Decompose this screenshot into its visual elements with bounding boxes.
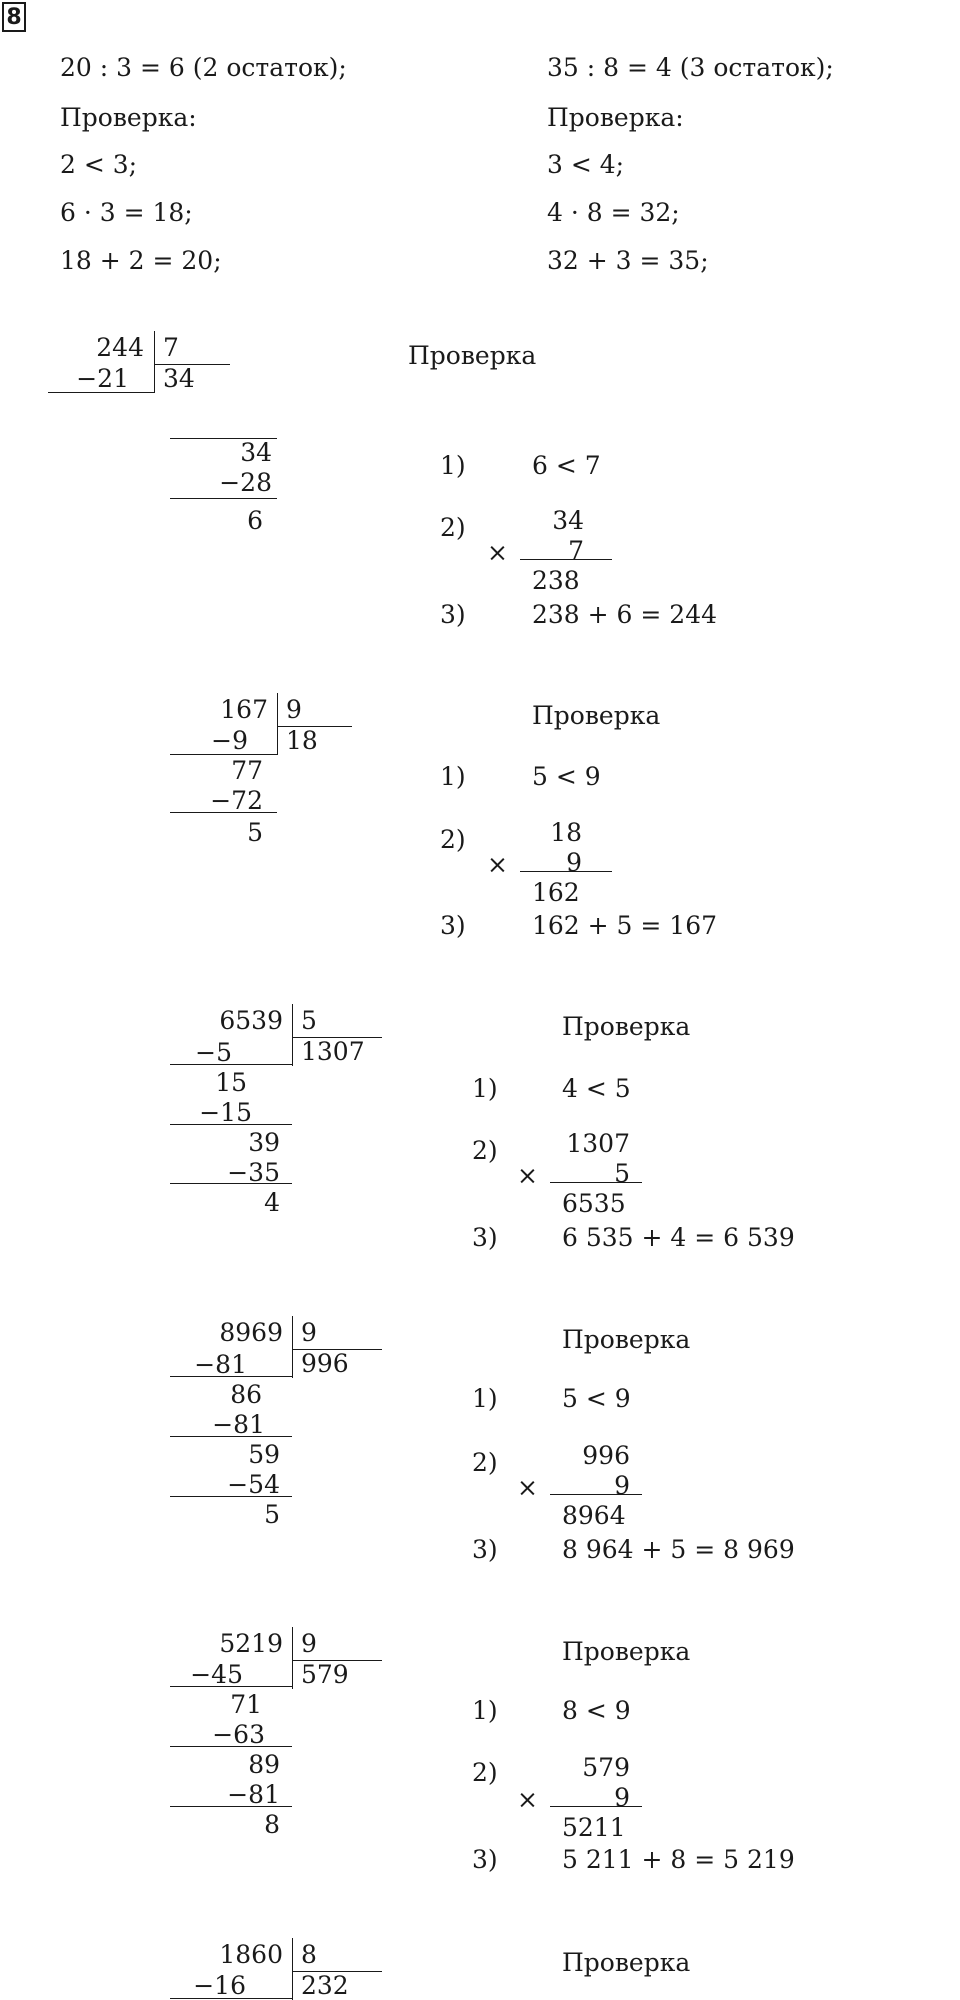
step-label-2: 2): [440, 825, 466, 854]
intro-left-line: 20 : 3 = 6 (2 остаток);: [60, 53, 347, 82]
step-label-2: 2): [472, 1136, 498, 1165]
division-step: 6: [247, 506, 263, 535]
division-bar: [154, 331, 155, 393]
division-step: 15: [215, 1068, 247, 1097]
divisor-underline: [292, 1037, 382, 1038]
divisor-underline: [277, 726, 352, 727]
step-label-1: 1): [472, 1696, 498, 1725]
division-step: −28: [219, 468, 272, 497]
dividend: 1860: [219, 1940, 283, 1969]
multiplier: 5: [614, 1159, 630, 1188]
subtraction-line: [170, 1124, 292, 1125]
sum-check: 162 + 5 = 167: [532, 911, 718, 940]
divisor-underline: [292, 1349, 382, 1350]
step-label-1: 1): [440, 762, 466, 791]
division-bar: [292, 1938, 293, 2000]
subtraction-line: [170, 1436, 292, 1437]
subtraction-line: [170, 1686, 292, 1687]
subtraction-line: [170, 812, 277, 813]
divisor-underline: [292, 1971, 382, 1972]
division-step: −81: [212, 1410, 265, 1439]
step-label-3: 3): [440, 600, 466, 629]
division-step: −63: [212, 1720, 265, 1749]
subtraction-line: [170, 498, 277, 499]
divisor: 8: [301, 1940, 317, 1969]
subtraction-line: [170, 1806, 292, 1807]
divisor: 7: [163, 333, 179, 362]
quotient: 579: [301, 1660, 349, 1689]
multiplicand: 18: [550, 818, 582, 847]
division-step: −5: [195, 1038, 232, 1067]
times-sign: ×: [487, 850, 508, 879]
divisor-underline: [154, 364, 230, 365]
subtraction-line: [170, 1998, 292, 1999]
sum-check: 238 + 6 = 244: [532, 600, 718, 629]
step-label-1: 1): [440, 451, 466, 480]
dividend: 8969: [219, 1318, 283, 1347]
check-title: Проверка: [408, 341, 537, 370]
divisor: 5: [301, 1006, 317, 1035]
product: 238: [532, 566, 580, 595]
multiplicand: 1307: [566, 1129, 630, 1158]
subtraction-line: [170, 1064, 292, 1065]
subtraction-line: [170, 1746, 292, 1747]
step-label-2: 2): [472, 1758, 498, 1787]
division-bar: [292, 1627, 293, 1689]
division-bar: [292, 1316, 293, 1378]
times-sign: ×: [487, 538, 508, 567]
check-title: Проверка: [562, 1637, 691, 1666]
intro-right-line: 35 : 8 = 4 (3 остаток);: [547, 53, 834, 82]
division-step: 34: [240, 438, 272, 467]
division-step: −16: [193, 1971, 246, 2000]
dividend: 5219: [219, 1629, 283, 1658]
division-step: 5: [247, 818, 263, 847]
divisor: 9: [301, 1629, 317, 1658]
step-label-1: 1): [472, 1074, 498, 1103]
check-title: Проверка: [562, 1012, 691, 1041]
remainder-comparison: 5 < 9: [562, 1384, 631, 1413]
quotient: 1307: [301, 1037, 365, 1066]
multiplier: 9: [566, 848, 582, 877]
quotient: 18: [286, 726, 318, 755]
product: 8964: [562, 1501, 626, 1530]
intro-right-line: 32 + 3 = 35;: [547, 246, 709, 275]
product: 5211: [562, 1813, 626, 1842]
multiplier: 7: [568, 536, 584, 565]
check-title: Проверка: [562, 1948, 691, 1977]
product: 162: [532, 878, 580, 907]
multiplication-line: [550, 1494, 642, 1495]
multiplication-line: [550, 1806, 642, 1807]
step-label-2: 2): [472, 1448, 498, 1477]
division-bar: [292, 1004, 293, 1066]
intro-left-line: 6 · 3 = 18;: [60, 198, 193, 227]
step-label-3: 3): [472, 1223, 498, 1252]
times-sign: ×: [517, 1473, 538, 1502]
subtraction-line: [170, 438, 277, 439]
subtraction-line: [170, 1496, 292, 1497]
remainder-comparison: 8 < 9: [562, 1696, 631, 1725]
times-sign: ×: [517, 1785, 538, 1814]
sum-check: 8 964 + 5 = 8 969: [562, 1535, 795, 1564]
division-step: 39: [248, 1128, 280, 1157]
divisor: 9: [286, 695, 302, 724]
remainder-comparison: 6 < 7: [532, 451, 601, 480]
division-step: −81: [194, 1350, 247, 1379]
division-step: 4: [264, 1188, 280, 1217]
division-step: −15: [199, 1098, 252, 1127]
remainder-comparison: 4 < 5: [562, 1074, 631, 1103]
division-step: −9: [211, 726, 248, 755]
division-step: −81: [227, 1780, 280, 1809]
intro-right-line: 4 · 8 = 32;: [547, 198, 680, 227]
intro-left-line: 18 + 2 = 20;: [60, 246, 222, 275]
subtraction-line: [170, 1183, 292, 1184]
division-step: −72: [210, 786, 263, 815]
division-step: 89: [248, 1750, 280, 1779]
step-label-3: 3): [440, 911, 466, 940]
times-sign: ×: [517, 1161, 538, 1190]
division-bar: [277, 693, 278, 755]
check-title: Проверка: [532, 701, 661, 730]
quotient: 996: [301, 1349, 349, 1378]
check-title: Проверка: [562, 1325, 691, 1354]
multiplier: 9: [614, 1471, 630, 1500]
product: 6535: [562, 1189, 626, 1218]
intro-right-line: 3 < 4;: [547, 150, 625, 179]
dividend: 167: [220, 695, 268, 724]
divisor-underline: [292, 1660, 382, 1661]
division-step: 5: [264, 1500, 280, 1529]
division-step: 86: [230, 1380, 262, 1409]
remainder-comparison: 5 < 9: [532, 762, 601, 791]
division-step: −21: [76, 364, 129, 393]
quotient: 232: [301, 1971, 349, 2000]
multiplication-line: [520, 559, 612, 560]
task-number-badge: 8: [2, 2, 26, 32]
dividend: 6539: [219, 1006, 283, 1035]
step-label-3: 3): [472, 1845, 498, 1874]
division-step: 71: [230, 1690, 262, 1719]
division-step: −45: [190, 1660, 243, 1689]
multiplication-line: [520, 871, 612, 872]
division-step: −54: [227, 1470, 280, 1499]
dividend: 244: [96, 333, 144, 362]
multiplicand: 579: [582, 1753, 630, 1782]
divisor: 9: [301, 1318, 317, 1347]
subtraction-line: [48, 392, 154, 393]
sum-check: 5 211 + 8 = 5 219: [562, 1845, 795, 1874]
step-label-1: 1): [472, 1384, 498, 1413]
step-label-2: 2): [440, 513, 466, 542]
division-step: −35: [227, 1158, 280, 1187]
subtraction-line: [170, 1376, 292, 1377]
intro-left-line: 2 < 3;: [60, 150, 138, 179]
division-step: 8: [264, 1810, 280, 1839]
division-step: 59: [248, 1440, 280, 1469]
division-step: 77: [231, 756, 263, 785]
multiplicand: 996: [582, 1441, 630, 1470]
step-label-3: 3): [472, 1535, 498, 1564]
multiplicand: 34: [552, 506, 584, 535]
multiplier: 9: [614, 1783, 630, 1812]
intro-left-line: Проверка:: [60, 103, 197, 132]
sum-check: 6 535 + 4 = 6 539: [562, 1223, 795, 1252]
intro-right-line: Проверка:: [547, 103, 684, 132]
quotient: 34: [163, 364, 195, 393]
subtraction-line: [170, 754, 277, 755]
multiplication-line: [550, 1182, 642, 1183]
